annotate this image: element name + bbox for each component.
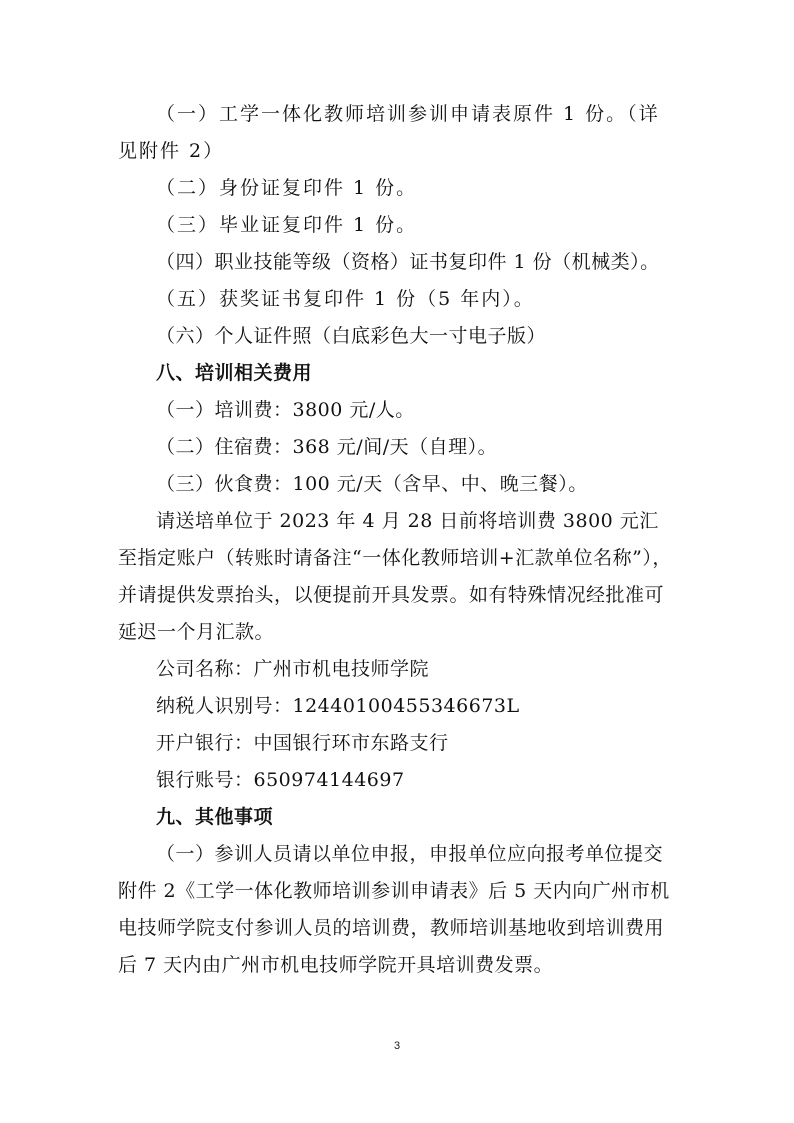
fee-item-training: （一）培训费：3800 元/人。: [156, 399, 415, 421]
page-content: [118, 96, 678, 984]
section-heading-fees: 八、培训相关费用: [156, 362, 313, 384]
material-item-1: （一）工学一体化教师培训参训申请表原件 1 份。（详见附件 2）: [118, 103, 660, 162]
taxpayer-id: 纳税人识别号：12440100455346673L: [156, 695, 520, 717]
fee-item-meals: （三）伙食费：100 元/天（含早、中、晚三餐）。: [156, 473, 588, 495]
bank-account: 银行账号：650974144697: [156, 769, 405, 791]
other-item-1: （一）参训人员请以单位申报，申报单位应向报考单位提交附件 2《工学一体化教师培训参训申请表》后 5 天内向广州市机电技师学院支付参训人员的培训费，教师培训基地收到培训费用后 7 天内由广州市机电技师学院开具培训费发票。: [118, 843, 670, 976]
material-item-6: （六）个人证件照（白底彩色大一寸电子版）: [156, 325, 547, 347]
fee-item-lodging: （二）住宿费：368 元/间/天（自理）。: [156, 436, 498, 458]
material-item-4: （四）职业技能等级（资格）证书复印件 1 份（机械类）。: [156, 251, 660, 273]
material-item-2: （二）身份证复印件 1 份。: [156, 177, 418, 199]
bank-name: 开户银行：中国银行环市东路支行: [156, 732, 449, 754]
material-item-3: （三）毕业证复印件 1 份。: [156, 214, 418, 236]
page-number: 3: [393, 1040, 401, 1052]
company-name: 公司名称：广州市机电技师学院: [156, 658, 430, 680]
section-heading-other: 九、其他事项: [156, 806, 274, 828]
material-item-5: （五）获奖证书复印件 1 份（5 年内）。: [156, 288, 535, 310]
payment-note: 请送培单位于 2023 年 4 月 28 日前将培训费 3800 元汇至指定账户（转账时请备注“一体化教师培训+汇款单位名称”），并请提供发票抬头，以便提前开具发票。如有特殊情况经批准可延迟一个月汇款。: [118, 510, 672, 643]
